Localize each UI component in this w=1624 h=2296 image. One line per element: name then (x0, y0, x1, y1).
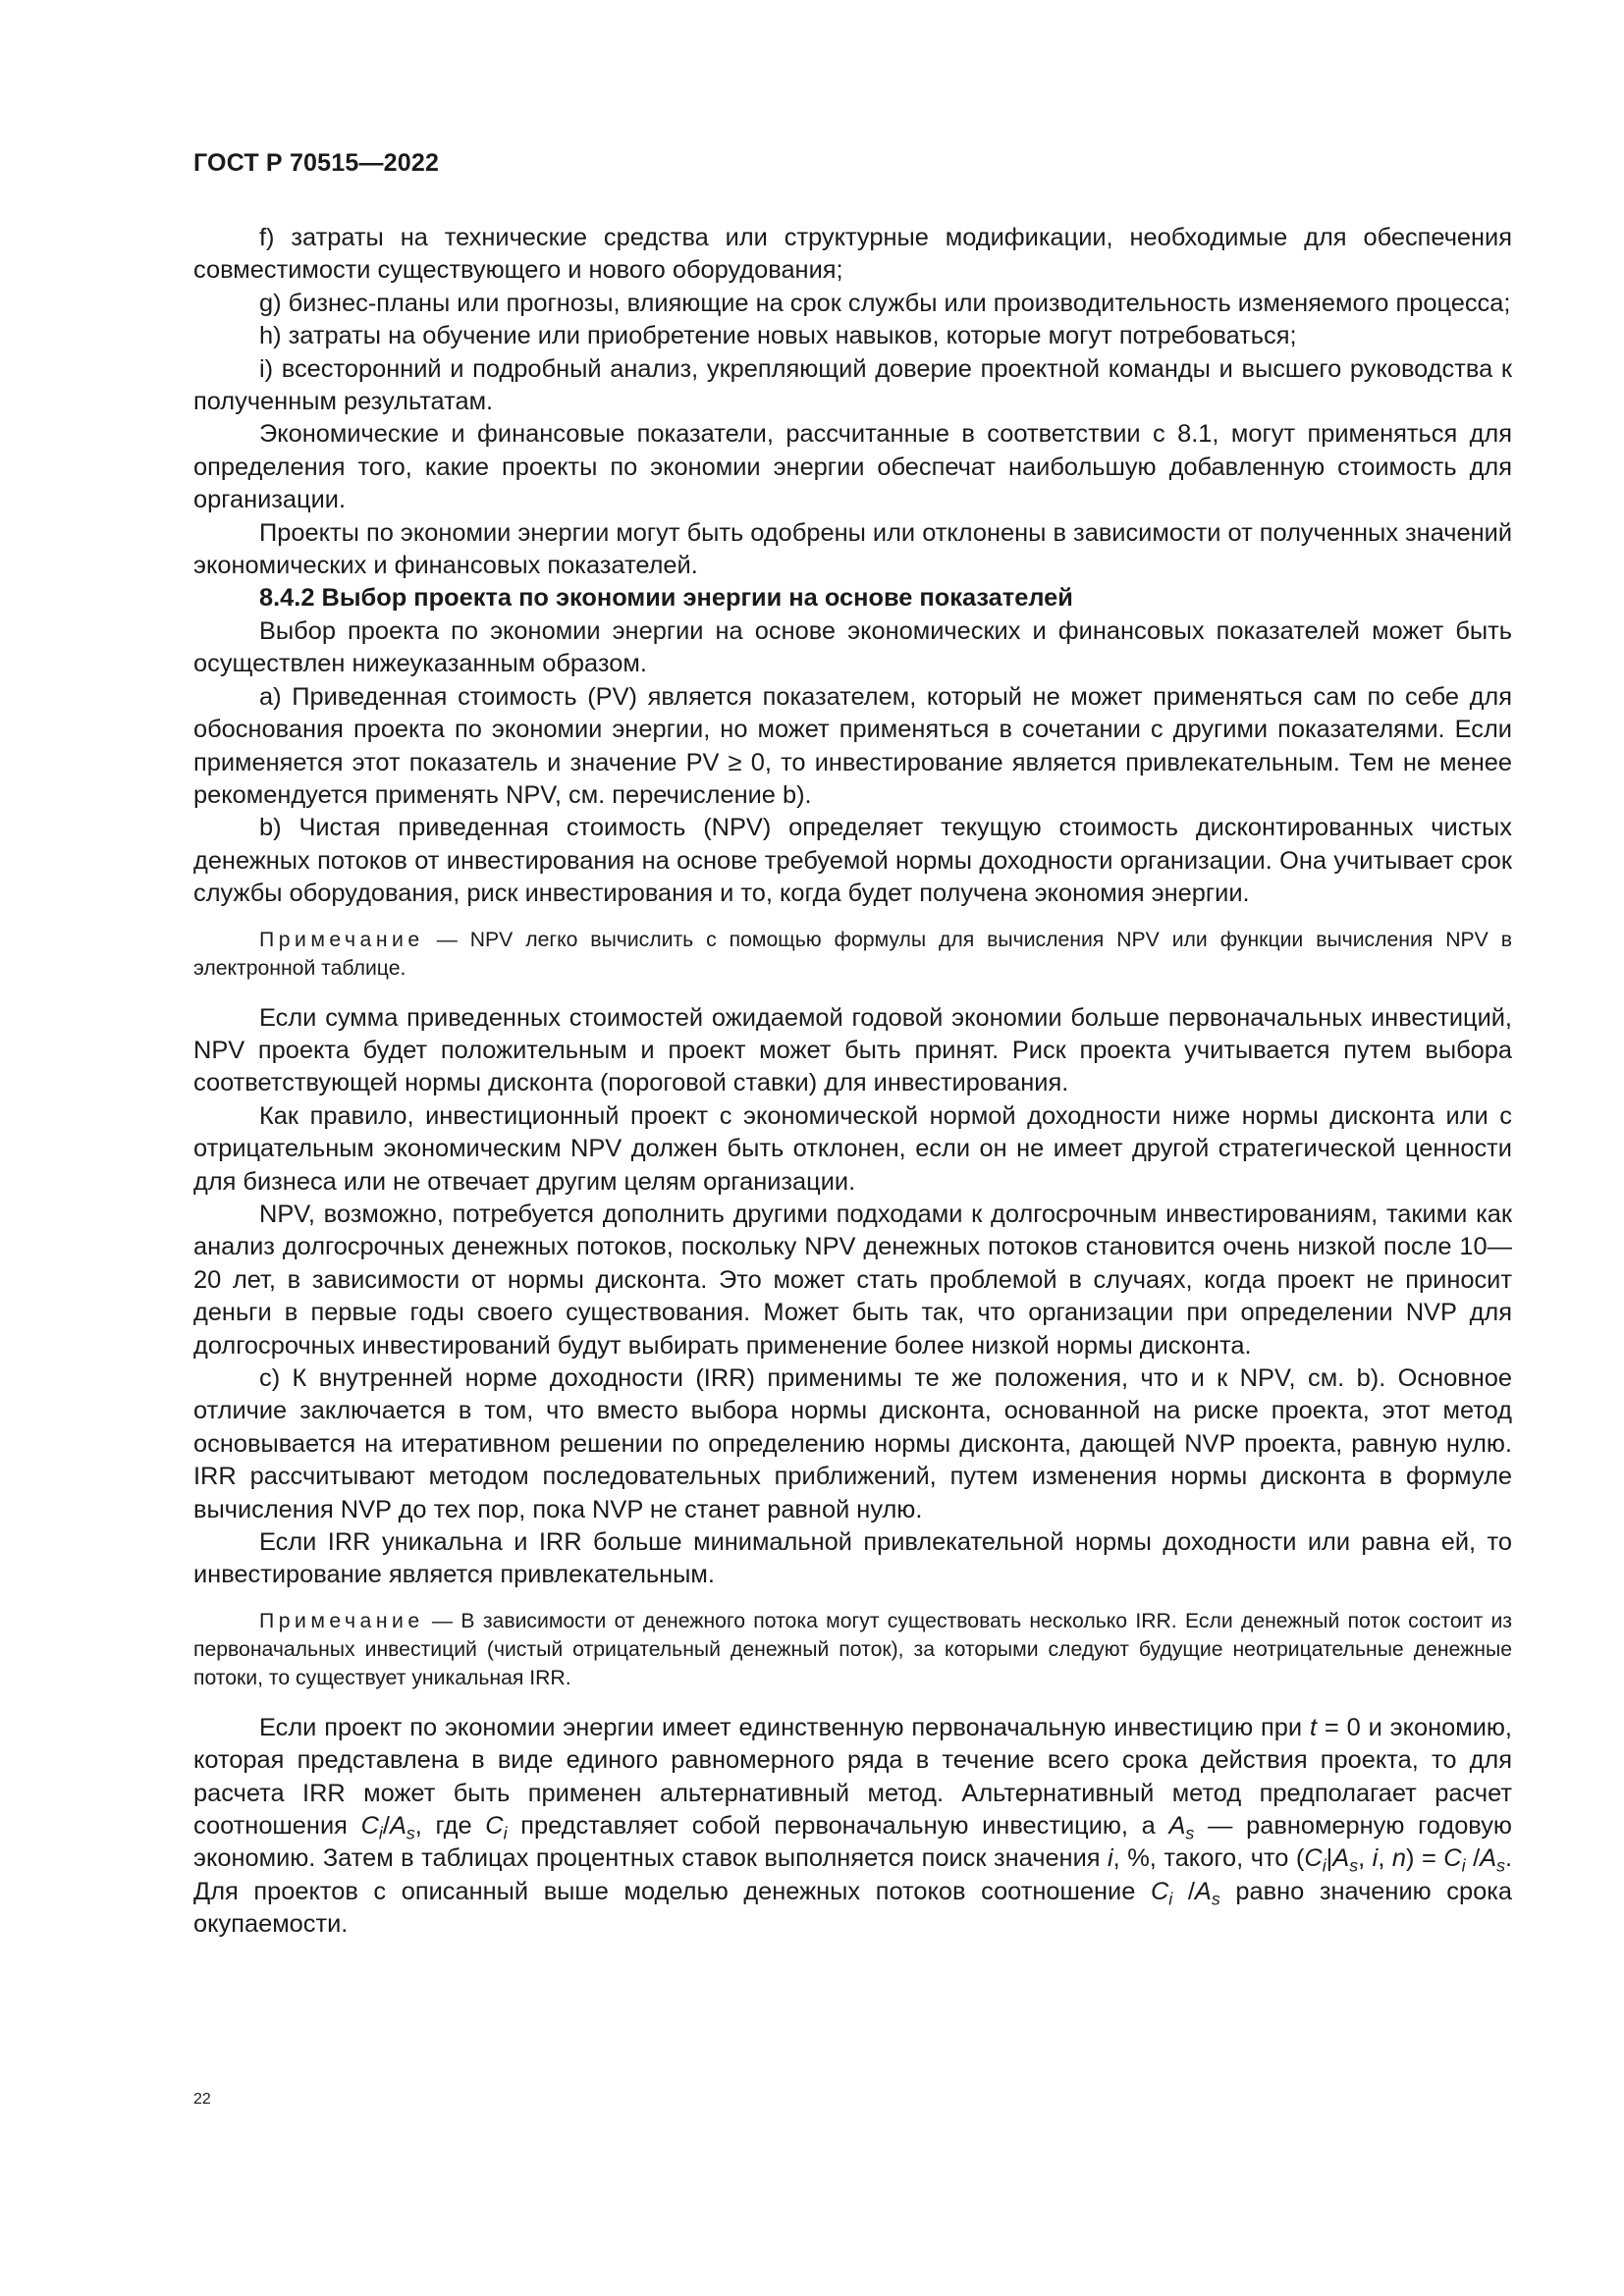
paragraph-economic: Экономические и финансовые показатели, рассчитанные в соответствии с 8.1, могут применяться для определения того, какие проекты по экономии энергии обеспечат наибольшую добавленную стоимость для организации. (193, 420, 1512, 514)
list-item-f: f) затраты на технические средства или структурные модификации, необходимые для обеспечения совместимости существующего и нового оборудования; (193, 224, 1512, 285)
paragraph-selection: Выбор проекта по экономии энергии на основе экономических и финансовых показателей может быть осуществлен нижеуказанным образом. (193, 616, 1512, 678)
paragraph-sum: Если сумма приведенных стоимостей ожидаемой годовой экономии больше первоначальных инвестиций, NPV проекта будет положительным и проект может быть принят. Риск проекта учитывается путем выбора соответствующей нормы дисконта (пороговой ставки) для инвестирования. (193, 1003, 1512, 1097)
note-text: — NPV легко вычислить с помощью формулы для вычисления NPV или функции вычисления NPV в электронной таблице. (193, 928, 1512, 980)
paragraph-rule: Как правило, инвестиционный проект с экономической нормой доходности ниже нормы дисконта или с отрицательным экономическим NPV должен быть отклонен, если он не имеет другой стратегической ценности для бизнеса или не отвечает другим целям организации. (193, 1101, 1512, 1196)
list-item-i: i) всесторонний и подробный анализ, укрепляющий доверие проектной команды и высшего руководства к полученным результатам. (193, 354, 1512, 416)
standard-header: ГОСТ Р 70515—2022 (193, 149, 440, 177)
paragraph-npv-long: NPV, возможно, потребуется дополнить другими подходами к долгосрочным инвестированиям, такими как анализ долгосрочных денежных потоков, поскольку NPV денежных потоков становится очень низкой после 10—20 лет, в зависимости от нормы дисконта. Это может стать проблемой в случаях, когда проект не приносит деньги в первые годы своего существования. Может быть так, что организации при определении NVP для долгосрочных инвестирований будут выбирать применение более низкой нормы дисконта. (193, 1200, 1512, 1360)
paragraph-irr-unique: Если IRR уникальна и IRR больше минимальной привлекательной нормы доходности или равна ей, то инвестирование является привлекательным. (193, 1528, 1512, 1589)
paragraph-approval: Проекты по экономии энергии могут быть одобрены или отклонены в зависимости от полученных значений экономических и финансовых показателей. (193, 518, 1512, 580)
list-item-b: b) Чистая приведенная стоимость (NPV) определяет текущую стоимость дисконтированных чистых денежных потоков от инвестирования на основе требуемой нормы доходности организации. Она учитывает срок службы оборудования, риск инвестирования и то, когда будет получена экономия энергии. (193, 814, 1512, 908)
list-item-h: h) затраты на обучение или приобретение новых навыков, которые могут потребоваться; (259, 322, 1297, 350)
note-1 (193, 926, 1512, 983)
list-item-a: а) Приведенная стоимость (PV) является показателем, который не может применяться сам по себе для обоснования проекта по экономии энергии, но может применяться в сочетании с другими показателями. Если применяется этот показатель и значение PV ≥ 0, то инвестирование является привлекательным. Тем не менее рекомендуется применять NPV, см. перечисление b). (193, 682, 1512, 809)
note-2 (193, 1607, 1512, 1692)
note-label: Примечание (259, 928, 424, 951)
note-text: — В зависимости от денежного потока могут существовать несколько IRR. Если денежный поток состоит из первоначальных инвестиций (чистый отрицательный денежный поток), за которыми следуют будущие неотрицательные денежные потоки, то существует уникальная IRR. (193, 1609, 1512, 1689)
paragraph-alternative-method: Если проект по экономии энергии имеет единственную первоначальную инвестицию при t = 0 и экономию, которая представлена в виде единого равномерного ряда в течение всего срока действия проекта, то для расчета IRR может быть применен альтернативный метод. Альтернативный метод предполагает расчет соотношения $C_i/A_s$, где $C_i$ представляет собой первоначальную инвестицию, а $A_s$ — равномерную годовую экономию. Затем в таблицах процентных ставок выполняется поиск значения i, %, такого, что ($C_i|A_s$, i, $n) = C_i$ $/A_s$. Для проектов с описанный выше моделью денежных потоков соотношение $C_i$ $/A_s$ равно значению срока окупаемости. (193, 1713, 1513, 1939)
page-number: 22 (193, 2091, 211, 2108)
list-item-g: g) бизнес-планы или прогнозы, влияющие на срок службы или производительность изменяемого процесса; (259, 289, 1511, 317)
list-item-c: с) К внутренней норме доходности (IRR) применимы те же положения, что и к NPV, см. b). Основное отличие заключается в том, что вместо выбора нормы дисконта, основанной на риске проекта, этот метод основывается на итеративном решении по определению нормы дисконта, дающей NVP проекта, равную нулю. IRR рассчитывают методом последовательных приближений, путем изменения нормы дисконта в формуле вычисления NVP до тех пор, пока NVP не станет равной нулю. (193, 1364, 1512, 1523)
note-label: Примечание (259, 1609, 424, 1632)
section-heading: 8.4.2 Выбор проекта по экономии энергии на основе показателей (259, 584, 1073, 613)
page-body (193, 222, 1512, 1942)
